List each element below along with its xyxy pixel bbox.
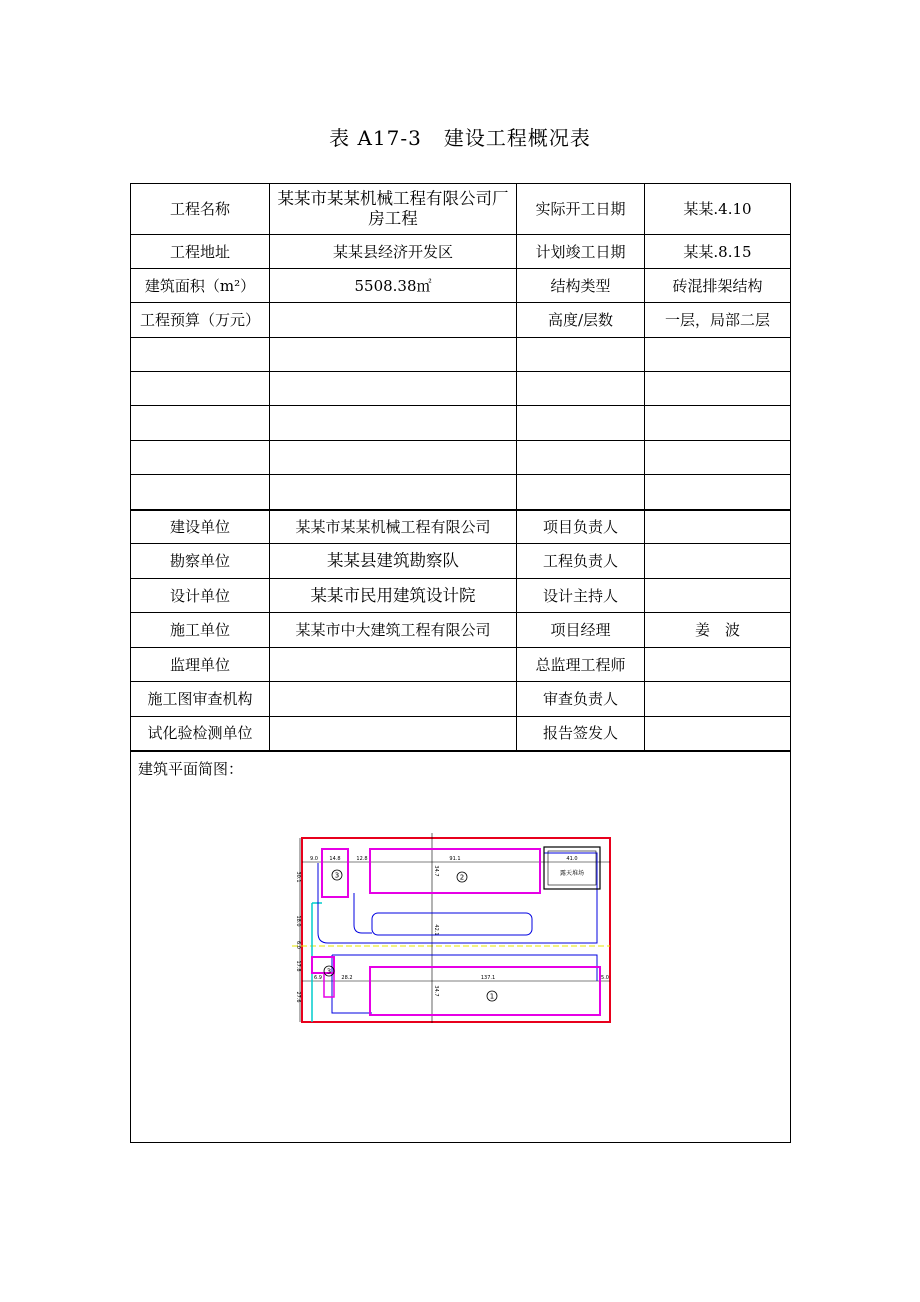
- dim-text: 5.0: [601, 975, 609, 981]
- table-row: [131, 184, 791, 235]
- dim-text: 137.1: [480, 975, 496, 981]
- document-title: [0, 122, 920, 151]
- value-actual-start: 某某.4.10: [645, 184, 791, 235]
- label-chief-supervisor: 总监理工程师: [517, 648, 645, 682]
- value-structure-type: 砖混排架结构: [645, 269, 791, 303]
- table-row: [131, 510, 791, 544]
- table-row: [131, 235, 791, 269]
- empty-row: [131, 338, 791, 372]
- value-engineering-leader: [645, 544, 791, 579]
- annex-label: 露天堆场: [559, 870, 585, 877]
- value-design-director: [645, 579, 791, 613]
- label-survey-unit: 勘察单位: [131, 544, 270, 579]
- label-testing-unit: 试化验检测单位: [131, 717, 270, 751]
- label-planned-completion: 计划竣工日期: [517, 235, 645, 269]
- value-budget: [270, 303, 517, 338]
- value-builder-unit: 某某市中大建筑工程有限公司: [270, 613, 517, 648]
- table-row: [131, 682, 791, 717]
- value-planned-completion: 某某.8.15: [645, 235, 791, 269]
- label-address: 工程地址: [131, 235, 270, 269]
- label-actual-start: 实际开工日期: [517, 184, 645, 235]
- site-plan-drawing: [292, 833, 616, 1025]
- value-height-floors: 一层，局部二层: [645, 303, 791, 338]
- road-outline: [318, 853, 597, 943]
- table-row: [131, 648, 791, 682]
- value-design-unit: 某某市民用建筑设计院: [270, 579, 517, 613]
- marker-3-upper-text: 3: [334, 871, 340, 880]
- label-report-issuer: 报告签发人: [517, 717, 645, 751]
- road-loop: [372, 913, 532, 935]
- value-report-issuer: [645, 717, 791, 751]
- value-review-leader: [645, 682, 791, 717]
- label-project-manager: 项目经理: [517, 613, 645, 648]
- value-supervision-unit: [270, 648, 517, 682]
- table-row: [131, 303, 791, 338]
- dim-text: 12.8: [356, 856, 368, 862]
- empty-row: [131, 441, 791, 475]
- dim-text: 18.0: [295, 915, 301, 927]
- value-chief-supervisor: [645, 648, 791, 682]
- dim-text: 41.0: [566, 856, 578, 862]
- table-code: 表 A17-3: [329, 126, 422, 150]
- dim-text: 6.0: [295, 941, 301, 949]
- label-project-name: 工程名称: [131, 184, 270, 235]
- label-project-leader: 项目负责人: [517, 510, 645, 544]
- table-row: [131, 544, 791, 579]
- value-testing-unit: [270, 717, 517, 751]
- dim-text: 42.1: [433, 924, 439, 936]
- dim-text: 91.1: [449, 856, 461, 862]
- marker-3-lower-text: 3: [326, 967, 332, 976]
- label-supervision-unit: 监理单位: [131, 648, 270, 682]
- table-row: [131, 717, 791, 751]
- label-drawing-review: 施工图审查机构: [131, 682, 270, 717]
- label-design-director: 设计主持人: [517, 579, 645, 613]
- dim-text: 17.8: [295, 960, 301, 972]
- table-title: 建设工程概况表: [443, 126, 591, 150]
- label-floor-area: 建筑面积（m²）: [131, 269, 270, 303]
- value-address: 某某县经济开发区: [270, 235, 517, 269]
- empty-row: [131, 372, 791, 406]
- dim-text: 34.7: [433, 985, 439, 997]
- dim-text: 28.2: [341, 975, 353, 981]
- empty-row: [131, 475, 791, 510]
- label-engineering-leader: 工程负责人: [517, 544, 645, 579]
- value-drawing-review: [270, 682, 517, 717]
- value-floor-area: 5508.38㎡: [270, 269, 517, 303]
- label-design-unit: 设计单位: [131, 579, 270, 613]
- label-construction-unit: 建设单位: [131, 510, 270, 544]
- label-budget: 工程预算（万元）: [131, 303, 270, 338]
- empty-row: [131, 406, 791, 441]
- label-review-leader: 审查负责人: [517, 682, 645, 717]
- value-survey-unit: 某某县建筑勘察队: [270, 544, 517, 579]
- value-construction-unit: 某某市某某机械工程有限公司: [270, 510, 517, 544]
- value-project-manager: 姜 波: [645, 613, 791, 648]
- road-inner: [354, 893, 372, 933]
- table-row: [131, 613, 791, 648]
- dim-text: 34.7: [433, 865, 439, 877]
- marker-2-text: 2: [459, 873, 465, 882]
- label-structure-type: 结构类型: [517, 269, 645, 303]
- table-row: [131, 579, 791, 613]
- dim-text: 27.6: [295, 991, 301, 1003]
- value-project-name: 某某市某某机械工程有限公司厂房工程: [270, 184, 517, 235]
- plan-label: 建筑平面简图：: [138, 760, 244, 778]
- dim-text: 6.9: [314, 975, 322, 981]
- label-height-floors: 高度/层数: [517, 303, 645, 338]
- road-left-lower: [332, 955, 372, 1013]
- dim-text: 14.8: [329, 856, 341, 862]
- dim-text: 30.1: [295, 871, 301, 883]
- label-builder-unit: 施工单位: [131, 613, 270, 648]
- marker-1-text: 1: [489, 992, 495, 1001]
- value-project-leader: [645, 510, 791, 544]
- dim-text: 9.0: [310, 856, 318, 862]
- table-row: [131, 269, 791, 303]
